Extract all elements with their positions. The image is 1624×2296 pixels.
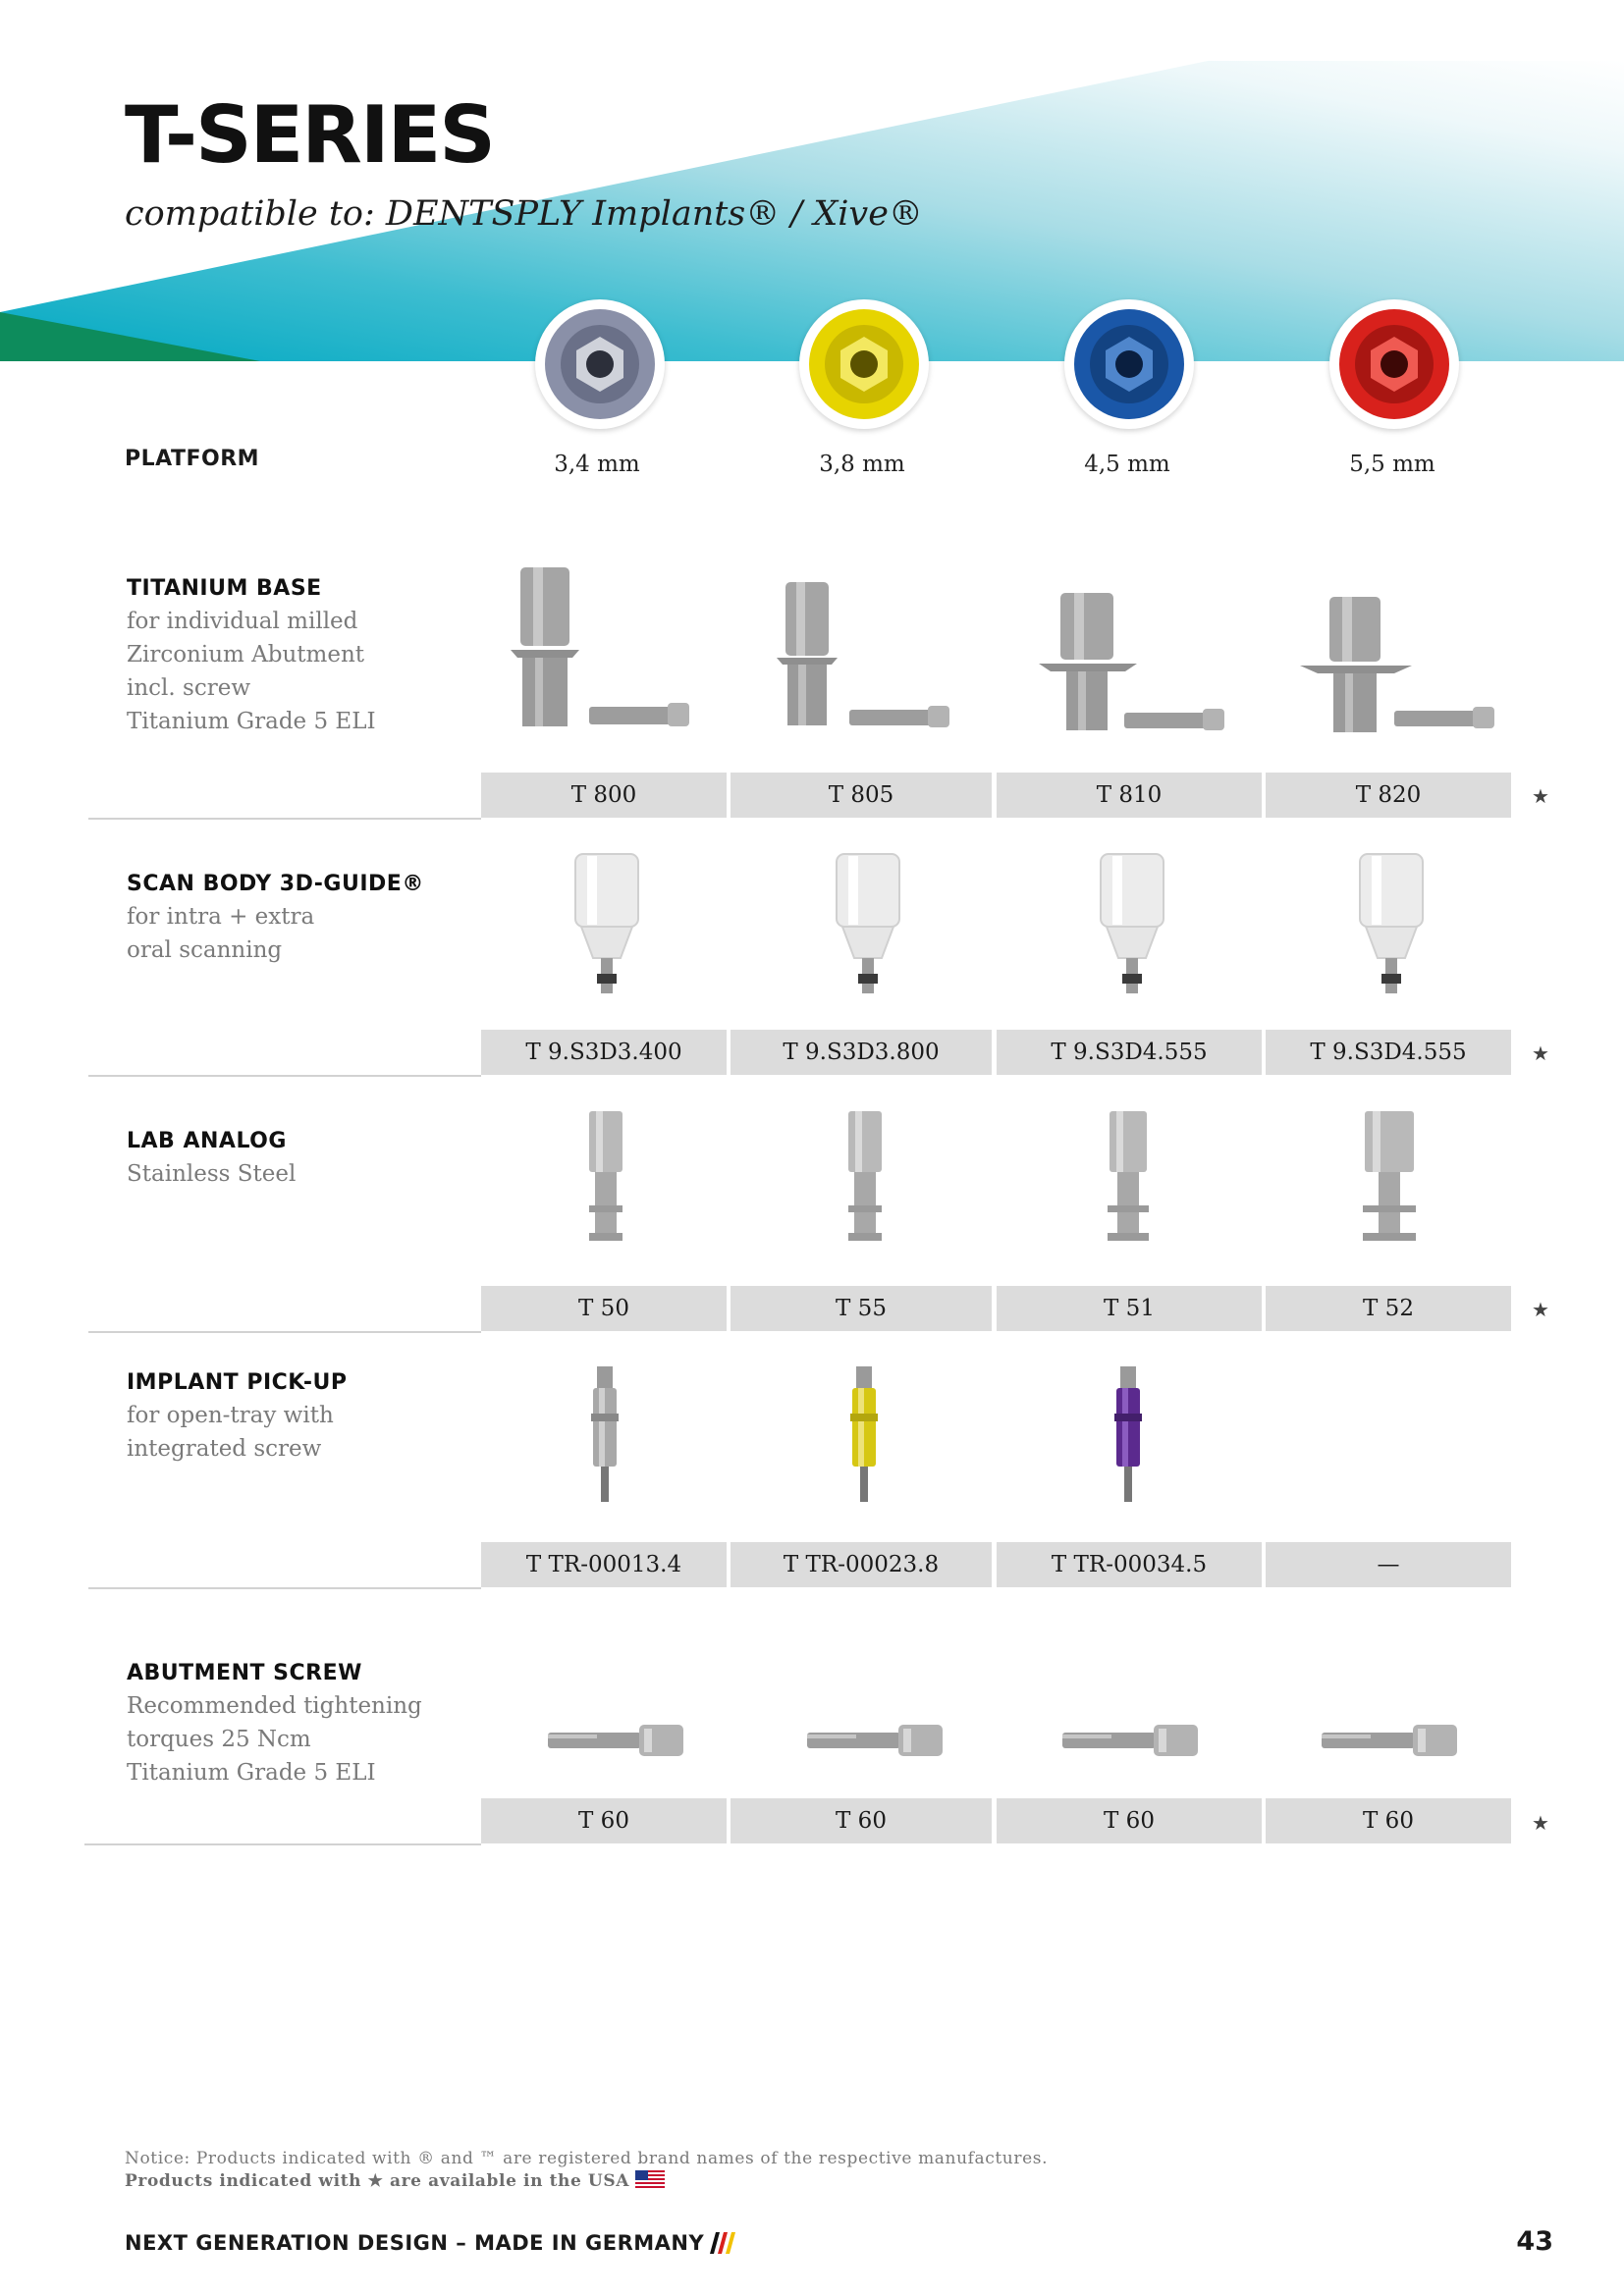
- section-title-lab-analog: LAB ANALOG: [127, 1129, 287, 1153]
- footer-slogan: [125, 2231, 735, 2255]
- section-title-implant-pick-up: IMPLANT PICK-UP: [127, 1370, 348, 1395]
- desc-line: torques 25 Ncm: [127, 1727, 311, 1752]
- implant-pick-up-image: [846, 1364, 882, 1507]
- implant-pick-up-image: [587, 1364, 623, 1507]
- titanium-base-image: [506, 560, 702, 741]
- code-cell: T TR-00013.4: [481, 1542, 727, 1587]
- section-desc-lab-analog: [127, 1157, 451, 1191]
- code-cell: T 60: [731, 1798, 992, 1843]
- platform-size-4: 5,5 mm: [1349, 452, 1435, 477]
- lab-analog-image: [840, 1109, 890, 1252]
- code-cell: —: [1266, 1542, 1511, 1587]
- section-title-titanium-base: TITANIUM BASE: [127, 576, 322, 601]
- desc-line: integrated screw: [127, 1436, 322, 1462]
- desc-line: for individual milled: [127, 609, 358, 634]
- platform-size-2: 3,8 mm: [819, 452, 905, 477]
- code-cell: T 9.S3D3.800: [731, 1030, 992, 1075]
- scan-body-image: [1352, 852, 1431, 1004]
- notice-usa-text: Products indicated with ★ are available in the USA: [125, 2171, 630, 2191]
- code-cell: T 810: [997, 773, 1262, 818]
- abutment-screw-image: [546, 1720, 688, 1761]
- desc-line: Stainless Steel: [127, 1161, 297, 1187]
- desc-line: oral scanning: [127, 937, 283, 963]
- section-title-abutment-screw: ABUTMENT SCREW: [127, 1661, 362, 1685]
- desc-line: Titanium Grade 5 ELI: [127, 709, 376, 734]
- page-subtitle: compatible to: DENTSPLY Implants® / Xive®: [125, 194, 923, 234]
- desc-line: for open-tray with: [127, 1403, 334, 1428]
- row-divider: [88, 818, 481, 820]
- lab-analog-image: [1359, 1109, 1420, 1252]
- page-title: T-SERIES: [125, 89, 494, 181]
- usa-availability-star-icon: ★: [1532, 1041, 1549, 1065]
- platform-disc-4-5-icon: [1064, 299, 1194, 429]
- code-cell: T TR-00023.8: [731, 1542, 992, 1587]
- germany-slashes-icon: [710, 2232, 735, 2254]
- notice-line: Notice: Products indicated with ® and ™ are registered brand names of the respective manufactures.: [125, 2149, 1049, 2168]
- section-desc-titanium-base: [127, 605, 451, 738]
- code-cell: T 820: [1266, 773, 1511, 818]
- code-cell: T 60: [481, 1798, 727, 1843]
- desc-line: incl. screw: [127, 675, 251, 701]
- lab-analog-image: [581, 1109, 630, 1252]
- usa-availability-star-icon: ★: [1532, 1811, 1549, 1835]
- usa-availability-star-icon: ★: [1532, 784, 1549, 808]
- section-desc-implant-pick-up: [127, 1399, 451, 1466]
- section-title-scan-body: SCAN BODY 3D-GUIDE®: [127, 872, 424, 896]
- abutment-screw-image: [805, 1720, 947, 1761]
- desc-line: Titanium Grade 5 ELI: [127, 1760, 376, 1786]
- code-cell: T 9.S3D4.555: [1266, 1030, 1511, 1075]
- scan-body-image: [568, 852, 646, 1004]
- platform-label: PLATFORM: [125, 447, 260, 471]
- implant-pick-up-image: [1110, 1364, 1146, 1507]
- slogan-text: NEXT GENERATION DESIGN – MADE IN GERMANY: [125, 2231, 705, 2255]
- code-cell: T 51: [997, 1286, 1262, 1331]
- platform-disc-5-5-icon: [1329, 299, 1459, 429]
- desc-line: for intra + extra: [127, 904, 315, 930]
- code-cell: T TR-00034.5: [997, 1542, 1262, 1587]
- code-cell: T 52: [1266, 1286, 1511, 1331]
- code-cell: T 9.S3D3.400: [481, 1030, 727, 1075]
- code-cell: T 800: [481, 773, 727, 818]
- lab-analog-image: [1102, 1109, 1155, 1252]
- section-desc-abutment-screw: [127, 1689, 451, 1789]
- titanium-base-image: [771, 574, 967, 741]
- usa-availability-star-icon: ★: [1532, 1298, 1549, 1321]
- usa-flag-icon: [635, 2170, 665, 2190]
- scan-body-image: [829, 852, 907, 1004]
- desc-line: Recommended tightening: [127, 1693, 422, 1719]
- titanium-base-image: [1031, 587, 1237, 744]
- platform-size-3: 4,5 mm: [1084, 452, 1170, 477]
- code-cell: T 55: [731, 1286, 992, 1331]
- section-desc-scan-body: [127, 900, 451, 967]
- platform-disc-3-8-icon: [799, 299, 929, 429]
- scan-body-image: [1093, 852, 1171, 1004]
- desc-line: Zirconium Abutment: [127, 642, 365, 667]
- notice-line-usa: [125, 2170, 1048, 2193]
- platform-size-1: 3,4 mm: [554, 452, 640, 477]
- page-number: 43: [1516, 2226, 1553, 2257]
- code-cell: T 50: [481, 1286, 727, 1331]
- code-cell: T 9.S3D4.555: [997, 1030, 1262, 1075]
- row-divider: [88, 1331, 481, 1333]
- abutment-screw-image: [1060, 1720, 1203, 1761]
- code-cell: T 805: [731, 773, 992, 818]
- row-divider: [84, 1843, 481, 1845]
- code-cell: T 60: [1266, 1798, 1511, 1843]
- titanium-base-image: [1296, 591, 1502, 743]
- row-divider: [88, 1587, 481, 1589]
- code-cell: T 60: [997, 1798, 1262, 1843]
- footer-notice: [125, 2148, 1048, 2193]
- platform-disc-3-4-icon: [535, 299, 665, 429]
- abutment-screw-image: [1320, 1720, 1462, 1761]
- row-divider: [88, 1075, 481, 1077]
